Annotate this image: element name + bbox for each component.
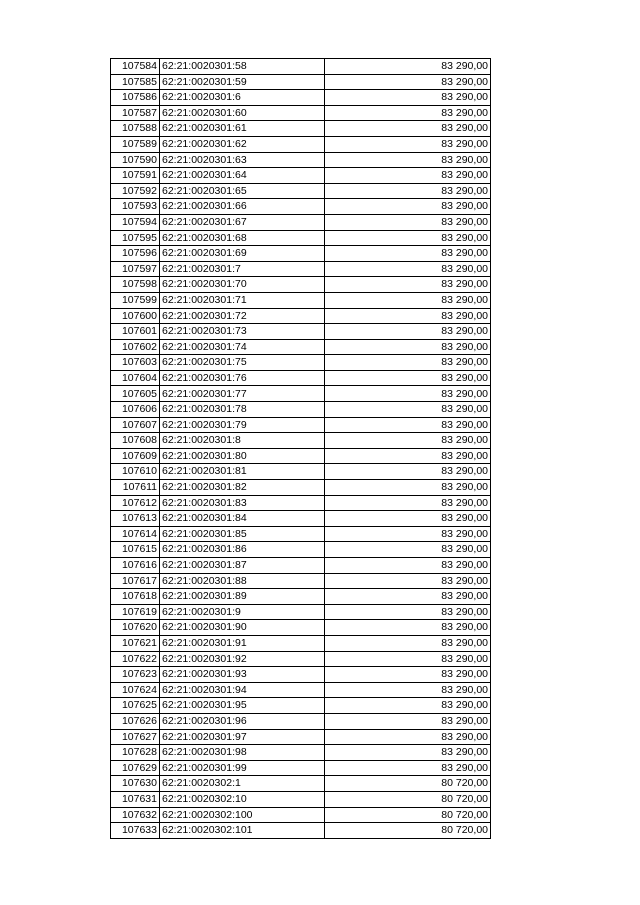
- cadastral-number-cell: 62:21:0020301:69: [160, 246, 325, 262]
- value-cell: 83 290,00: [325, 246, 491, 262]
- row-number-cell: 107590: [111, 152, 160, 168]
- value-cell: 83 290,00: [325, 277, 491, 293]
- row-number-cell: 107603: [111, 355, 160, 371]
- value-cell: 83 290,00: [325, 74, 491, 90]
- value-cell: 83 290,00: [325, 480, 491, 496]
- row-number-cell: 107632: [111, 807, 160, 823]
- cadastral-number-cell: 62:21:0020301:92: [160, 651, 325, 667]
- row-number-cell: 107617: [111, 573, 160, 589]
- value-cell: 83 290,00: [325, 495, 491, 511]
- table-row: [111, 214, 491, 230]
- table-row: [111, 698, 491, 714]
- cadastral-number-cell: 62:21:0020301:95: [160, 698, 325, 714]
- cadastral-number-cell: 62:21:0020301:8: [160, 433, 325, 449]
- row-number-cell: 107624: [111, 682, 160, 698]
- cadastral-number-cell: 62:21:0020301:80: [160, 448, 325, 464]
- value-cell: 83 290,00: [325, 386, 491, 402]
- row-number-cell: 107623: [111, 667, 160, 683]
- cadastral-number-cell: 62:21:0020301:97: [160, 729, 325, 745]
- cadastral-number-cell: 62:21:0020301:88: [160, 573, 325, 589]
- value-cell: 80 720,00: [325, 823, 491, 839]
- cadastral-number-cell: 62:21:0020301:81: [160, 464, 325, 480]
- cadastral-number-cell: 62:21:0020301:61: [160, 121, 325, 137]
- cadastral-number-cell: 62:21:0020301:71: [160, 292, 325, 308]
- value-cell: 83 290,00: [325, 589, 491, 605]
- table-row: [111, 807, 491, 823]
- cadastral-number-cell: 62:21:0020301:72: [160, 308, 325, 324]
- table-row: [111, 168, 491, 184]
- row-number-cell: 107605: [111, 386, 160, 402]
- row-number-cell: 107602: [111, 339, 160, 355]
- cadastral-number-cell: 62:21:0020301:89: [160, 589, 325, 605]
- cadastral-number-cell: 62:21:0020301:62: [160, 136, 325, 152]
- table-row: [111, 292, 491, 308]
- value-cell: 83 290,00: [325, 526, 491, 542]
- row-number-cell: 107619: [111, 604, 160, 620]
- row-number-cell: 107610: [111, 464, 160, 480]
- value-cell: 83 290,00: [325, 760, 491, 776]
- row-number-cell: 107598: [111, 277, 160, 293]
- cadastral-number-cell: 62:21:0020301:6: [160, 90, 325, 106]
- row-number-cell: 107621: [111, 635, 160, 651]
- cadastral-number-cell: 62:21:0020301:70: [160, 277, 325, 293]
- table-row: [111, 745, 491, 761]
- row-number-cell: 107585: [111, 74, 160, 90]
- row-number-cell: 107607: [111, 417, 160, 433]
- cadastral-number-cell: 62:21:0020301:9: [160, 604, 325, 620]
- cadastral-number-cell: 62:21:0020301:60: [160, 105, 325, 121]
- table-row: [111, 339, 491, 355]
- table-row: [111, 152, 491, 168]
- row-number-cell: 107600: [111, 308, 160, 324]
- row-number-cell: 107609: [111, 448, 160, 464]
- table-row: [111, 589, 491, 605]
- cadastral-number-cell: 62:21:0020301:59: [160, 74, 325, 90]
- row-number-cell: 107625: [111, 698, 160, 714]
- row-number-cell: 107631: [111, 791, 160, 807]
- table-row: [111, 230, 491, 246]
- cadastral-number-cell: 62:21:0020301:73: [160, 324, 325, 340]
- row-number-cell: 107596: [111, 246, 160, 262]
- table-row: [111, 324, 491, 340]
- row-number-cell: 107613: [111, 511, 160, 527]
- cadastral-number-cell: 62:21:0020301:98: [160, 745, 325, 761]
- table-row: [111, 558, 491, 574]
- value-cell: 83 290,00: [325, 635, 491, 651]
- cadastral-number-cell: 62:21:0020301:99: [160, 760, 325, 776]
- value-cell: 80 720,00: [325, 807, 491, 823]
- cadastral-number-cell: 62:21:0020302:1: [160, 776, 325, 792]
- cadastral-number-cell: 62:21:0020301:75: [160, 355, 325, 371]
- row-number-cell: 107601: [111, 324, 160, 340]
- value-cell: 83 290,00: [325, 745, 491, 761]
- value-cell: 83 290,00: [325, 542, 491, 558]
- table-row: [111, 261, 491, 277]
- cadastral-number-cell: 62:21:0020301:85: [160, 526, 325, 542]
- table-row: [111, 105, 491, 121]
- value-cell: 83 290,00: [325, 183, 491, 199]
- value-cell: 83 290,00: [325, 324, 491, 340]
- value-cell: 83 290,00: [325, 604, 491, 620]
- row-number-cell: 107629: [111, 760, 160, 776]
- table-row: [111, 651, 491, 667]
- cadastral-number-cell: 62:21:0020301:68: [160, 230, 325, 246]
- cadastral-number-cell: 62:21:0020301:67: [160, 214, 325, 230]
- value-cell: 83 290,00: [325, 199, 491, 215]
- cadastral-number-cell: 62:21:0020301:78: [160, 402, 325, 418]
- value-cell: 83 290,00: [325, 558, 491, 574]
- cadastral-number-cell: 62:21:0020301:64: [160, 168, 325, 184]
- value-cell: 83 290,00: [325, 152, 491, 168]
- table-row: [111, 183, 491, 199]
- row-number-cell: 107589: [111, 136, 160, 152]
- table-row: [111, 433, 491, 449]
- row-number-cell: 107616: [111, 558, 160, 574]
- cadastral-number-cell: 62:21:0020302:100: [160, 807, 325, 823]
- value-cell: 83 290,00: [325, 729, 491, 745]
- table-row: [111, 620, 491, 636]
- value-cell: 83 290,00: [325, 136, 491, 152]
- table-row: [111, 511, 491, 527]
- row-number-cell: 107595: [111, 230, 160, 246]
- cadastral-number-cell: 62:21:0020301:87: [160, 558, 325, 574]
- registry-table-body: [111, 59, 491, 839]
- cadastral-number-cell: 62:21:0020302:101: [160, 823, 325, 839]
- table-row: [111, 791, 491, 807]
- table-row: [111, 713, 491, 729]
- value-cell: 83 290,00: [325, 308, 491, 324]
- table-row: [111, 448, 491, 464]
- row-number-cell: 107612: [111, 495, 160, 511]
- table-row: [111, 823, 491, 839]
- cadastral-number-cell: 62:21:0020301:93: [160, 667, 325, 683]
- cadastral-number-cell: 62:21:0020301:77: [160, 386, 325, 402]
- table-row: [111, 136, 491, 152]
- cadastral-number-cell: 62:21:0020301:76: [160, 370, 325, 386]
- value-cell: 83 290,00: [325, 59, 491, 75]
- row-number-cell: 107628: [111, 745, 160, 761]
- value-cell: 83 290,00: [325, 667, 491, 683]
- table-row: [111, 760, 491, 776]
- row-number-cell: 107594: [111, 214, 160, 230]
- value-cell: 83 290,00: [325, 355, 491, 371]
- row-number-cell: 107608: [111, 433, 160, 449]
- value-cell: 83 290,00: [325, 713, 491, 729]
- value-cell: 83 290,00: [325, 448, 491, 464]
- row-number-cell: 107591: [111, 168, 160, 184]
- table-row: [111, 464, 491, 480]
- cadastral-number-cell: 62:21:0020302:10: [160, 791, 325, 807]
- value-cell: 83 290,00: [325, 121, 491, 137]
- table-row: [111, 121, 491, 137]
- value-cell: 83 290,00: [325, 402, 491, 418]
- value-cell: 83 290,00: [325, 651, 491, 667]
- cadastral-number-cell: 62:21:0020301:86: [160, 542, 325, 558]
- value-cell: 83 290,00: [325, 214, 491, 230]
- table-row: [111, 308, 491, 324]
- cadastral-number-cell: 62:21:0020301:79: [160, 417, 325, 433]
- table-row: [111, 355, 491, 371]
- row-number-cell: 107586: [111, 90, 160, 106]
- value-cell: 83 290,00: [325, 698, 491, 714]
- row-number-cell: 107630: [111, 776, 160, 792]
- value-cell: 83 290,00: [325, 573, 491, 589]
- cadastral-number-cell: 62:21:0020301:58: [160, 59, 325, 75]
- cadastral-number-cell: 62:21:0020301:74: [160, 339, 325, 355]
- table-row: [111, 386, 491, 402]
- table-row: [111, 199, 491, 215]
- value-cell: 83 290,00: [325, 682, 491, 698]
- table-row: [111, 59, 491, 75]
- row-number-cell: 107626: [111, 713, 160, 729]
- table-row: [111, 402, 491, 418]
- cadastral-number-cell: 62:21:0020301:7: [160, 261, 325, 277]
- cadastral-number-cell: 62:21:0020301:66: [160, 199, 325, 215]
- table-row: [111, 90, 491, 106]
- table-row: [111, 370, 491, 386]
- cadastral-number-cell: 62:21:0020301:90: [160, 620, 325, 636]
- table-row: [111, 635, 491, 651]
- value-cell: 83 290,00: [325, 230, 491, 246]
- row-number-cell: 107622: [111, 651, 160, 667]
- table-row: [111, 480, 491, 496]
- table-row: [111, 729, 491, 745]
- row-number-cell: 107615: [111, 542, 160, 558]
- row-number-cell: 107604: [111, 370, 160, 386]
- cadastral-number-cell: 62:21:0020301:63: [160, 152, 325, 168]
- value-cell: 80 720,00: [325, 776, 491, 792]
- table-row: [111, 495, 491, 511]
- cadastral-number-cell: 62:21:0020301:84: [160, 511, 325, 527]
- value-cell: 83 290,00: [325, 168, 491, 184]
- value-cell: 83 290,00: [325, 292, 491, 308]
- value-cell: 83 290,00: [325, 90, 491, 106]
- row-number-cell: 107620: [111, 620, 160, 636]
- row-number-cell: 107593: [111, 199, 160, 215]
- row-number-cell: 107606: [111, 402, 160, 418]
- cadastral-number-cell: 62:21:0020301:83: [160, 495, 325, 511]
- table-row: [111, 74, 491, 90]
- value-cell: 83 290,00: [325, 370, 491, 386]
- cadastral-number-cell: 62:21:0020301:94: [160, 682, 325, 698]
- value-cell: 83 290,00: [325, 511, 491, 527]
- table-row: [111, 667, 491, 683]
- cadastral-number-cell: 62:21:0020301:91: [160, 635, 325, 651]
- row-number-cell: 107587: [111, 105, 160, 121]
- table-row: [111, 417, 491, 433]
- row-number-cell: 107618: [111, 589, 160, 605]
- cadastral-number-cell: 62:21:0020301:65: [160, 183, 325, 199]
- value-cell: 83 290,00: [325, 339, 491, 355]
- registry-table: [110, 58, 491, 839]
- row-number-cell: 107611: [111, 480, 160, 496]
- row-number-cell: 107627: [111, 729, 160, 745]
- row-number-cell: 107633: [111, 823, 160, 839]
- table-row: [111, 246, 491, 262]
- value-cell: 83 290,00: [325, 105, 491, 121]
- value-cell: 83 290,00: [325, 620, 491, 636]
- table-row: [111, 573, 491, 589]
- row-number-cell: 107597: [111, 261, 160, 277]
- row-number-cell: 107588: [111, 121, 160, 137]
- value-cell: 83 290,00: [325, 261, 491, 277]
- value-cell: 80 720,00: [325, 791, 491, 807]
- table-row: [111, 542, 491, 558]
- table-row: [111, 776, 491, 792]
- row-number-cell: 107599: [111, 292, 160, 308]
- cadastral-number-cell: 62:21:0020301:96: [160, 713, 325, 729]
- value-cell: 83 290,00: [325, 417, 491, 433]
- row-number-cell: 107592: [111, 183, 160, 199]
- table-row: [111, 604, 491, 620]
- row-number-cell: 107584: [111, 59, 160, 75]
- table-row: [111, 277, 491, 293]
- cadastral-number-cell: 62:21:0020301:82: [160, 480, 325, 496]
- table-row: [111, 526, 491, 542]
- table-row: [111, 682, 491, 698]
- value-cell: 83 290,00: [325, 464, 491, 480]
- row-number-cell: 107614: [111, 526, 160, 542]
- value-cell: 83 290,00: [325, 433, 491, 449]
